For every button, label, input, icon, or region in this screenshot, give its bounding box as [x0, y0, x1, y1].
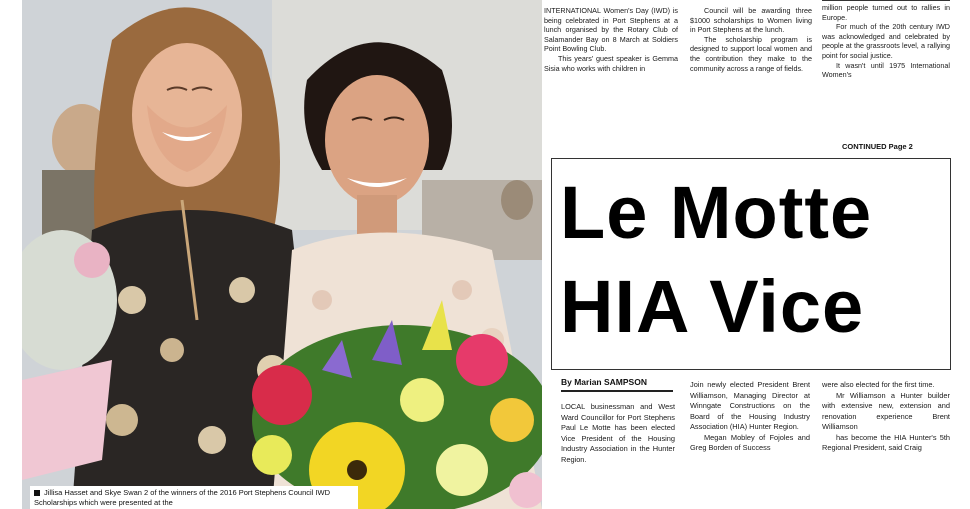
caption-text: Jillisa Hasset and Skye Swan 2 of the winners of the 2016 Port Stephens Council IWD Scholarships which were presented at the — [34, 488, 330, 507]
front-page-photo — [22, 0, 542, 509]
top-story-column-3 — [822, 3, 950, 139]
top-col3-para-2: It wasn't until 1975 International Women's — [822, 60, 950, 80]
story-col3-para: were also elected for the first time. — [822, 380, 935, 389]
photo-illustration — [22, 0, 542, 509]
top-col3-top: million people turned out to rallies in Europe. — [822, 3, 950, 22]
headline — [560, 166, 950, 354]
story-column-3 — [822, 380, 950, 509]
top-rule — [822, 0, 950, 1]
story-col3-para-3: has become the HIA Hunter's 5th Regional President, said Craig — [822, 432, 950, 452]
caption-bullet-icon — [34, 490, 40, 496]
byline-rule — [561, 390, 673, 392]
top-story-column-2 — [690, 6, 812, 156]
top-col3-para: For much of the 20th century IWD was acknowledged and celebrated by people at the grassroots level, a rallying point for social justice. — [822, 22, 950, 60]
story-column-2 — [690, 380, 810, 509]
top-story-column-1 — [544, 6, 678, 152]
headline-line-2: HIA Vice — [560, 265, 865, 348]
top-col2-para-2: The scholarship program is designed to support local women and the contribution they make to the community across a range of fields. — [690, 34, 812, 73]
story-col3-para-2: Mr Williamson a Hunter builder with extensive new, extension and renovation experience Brent Williamson — [822, 390, 950, 431]
top-col1-para: INTERNATIONAL Women's Day (IWD) is being celebrated in Port Stephens at a lunch organised by the Rotary Club of Salamander Bay on 8 March at Soldiers Point Bowling Club. — [544, 6, 678, 54]
story-col1-para: LOCAL businessman and West Ward Councillor for Port Stephens Paul Le Motte has been elected Vice President of the Housing Industry Association in the Hunter Region. — [561, 402, 675, 464]
photo-caption — [30, 486, 358, 509]
story-column-1 — [561, 402, 675, 509]
headline-line-1: Le Motte — [560, 171, 873, 254]
top-col2-para: Council will be awarding three $1000 scholarships to Women living in Port Stephens at the lunch. — [690, 6, 812, 35]
story-col2-para-2: Megan Mobley of Fojoles and Greg Borden of Success — [690, 432, 810, 452]
byline: By Marian SAMPSON — [561, 377, 647, 387]
continued-label: CONTINUED Page 2 — [842, 142, 913, 151]
top-col1-para-2: This years' guest speaker is Gemma Sisia who works with children in — [544, 53, 678, 73]
story-col2-para: Join newly elected President Brent Williamson, Managing Director at Winngate Constructions on the Board of the Housing Industry Association (HIA) Hunter Region. — [690, 380, 810, 431]
